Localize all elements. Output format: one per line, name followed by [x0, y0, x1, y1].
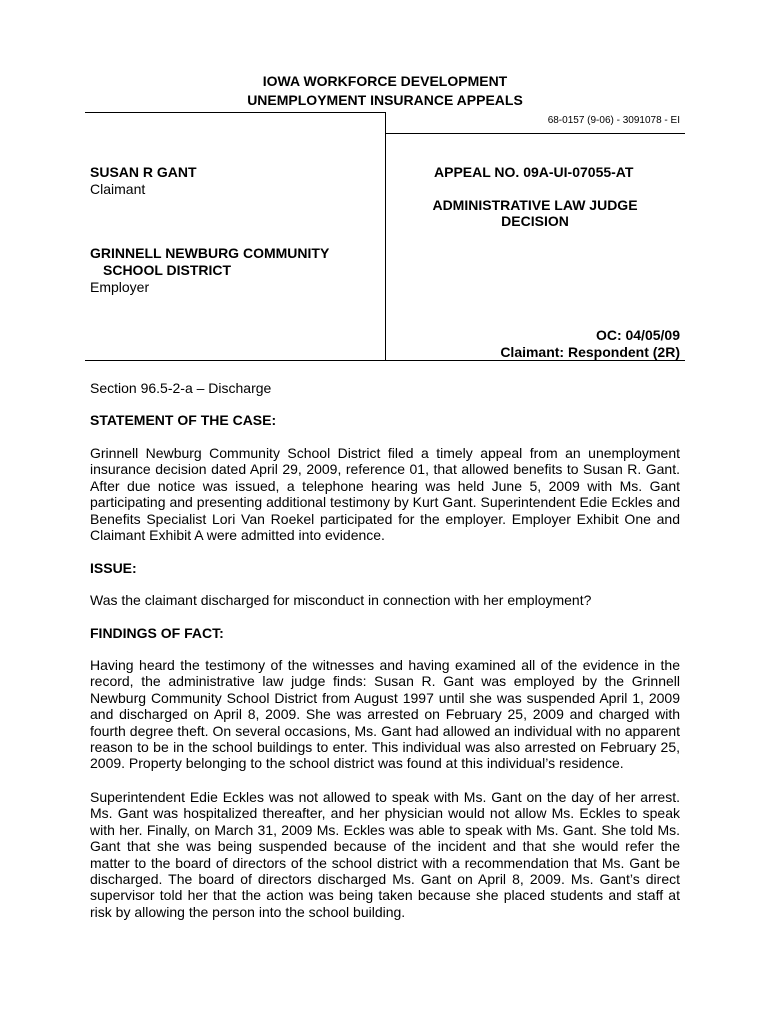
employer-name-line2: SCHOOL DISTRICT [103, 262, 232, 278]
claimant-name: SUSAN R GANT [90, 164, 197, 180]
issue-heading: ISSUE: [90, 560, 137, 576]
decision-title-line2: DECISION [501, 213, 569, 229]
statement-heading: STATEMENT OF THE CASE: [90, 412, 277, 428]
findings-paragraph-2: Superintendent Edie Eckles was not allowed to speak with Ms. Gant on the day of her arrest. Ms. Gant was hospitalized thereafter, and her physician would not allow Ms. Eckles to speak with her. Finally, on March 31, 2009 Ms. Eckles was able to speak with Ms. Gant. She told Ms. Gant that she was being suspended because of the incident and that she would refer the matter to the board of directors of the school district with a recommendation that Ms. Gant be discharged. The board of directors discharged Ms. Gant on April 8, 2009. Ms. Gant’s direct supervisor told her that the action was being taken because she placed students and staff at risk by allowing the person into the school building. [90, 789, 680, 920]
division-title: UNEMPLOYMENT INSURANCE APPEALS [247, 92, 523, 108]
caption-top-rule [85, 112, 385, 113]
findings-paragraph-1: Having heard the testimony of the witnesses and having examined all of the evidence in the record, the administrative law judge finds: Susan R. Gant was employed by the Grinnell Newburg Community School District from August 1997 until she was suspended April 1, 2009 and discharged on April 8, 2009. She was arrested on February 25, 2009 and charged with fourth degree theft. On several occasions, Ms. Gant had allowed an individual with no apparent reason to be in the school buildings to enter. This individual was also arrested on February 25, 2009. Property belonging to the school district was found at this individual’s residence. [90, 657, 680, 772]
employer-role: Employer [90, 279, 150, 295]
form-number: 68-0157 (9-06) - 3091078 - EI [547, 115, 680, 126]
oc-date: OC: 04/05/09 [595, 327, 680, 343]
appeal-number: APPEAL NO. 09A-UI-07055-AT [434, 164, 634, 180]
caption-top-rule-right [385, 133, 685, 134]
agency-title: IOWA WORKFORCE DEVELOPMENT [262, 73, 508, 89]
claimant-status: Claimant: Respondent (2R) [500, 344, 680, 360]
caption-divider [385, 112, 386, 360]
claimant-role: Claimant [90, 181, 146, 197]
decision-title-line1: ADMINISTRATIVE LAW JUDGE [432, 197, 638, 213]
employer-name-line1: GRINNELL NEWBURG COMMUNITY [90, 245, 330, 261]
section-reference: Section 96.5-2-a – Discharge [90, 380, 272, 396]
findings-heading: FINDINGS OF FACT: [90, 625, 224, 641]
statement-paragraph: Grinnell Newburg Community School District filed a timely appeal from an unemployment insurance decision dated April 29, 2009, reference 01, that allowed benefits to Susan R. Gant. After due notice was issued, a telephone hearing was held June 5, 2009 with Ms. Gant participating and presenting additional testimony by Kurt Gant. Superintendent Edie Eckles and Benefits Specialist Lori Van Roekel participated for the employer. Employer Exhibit One and Claimant Exhibit A were admitted into evidence. [90, 445, 680, 544]
issue-paragraph: Was the claimant discharged for misconduct in connection with her employment? [90, 592, 592, 608]
